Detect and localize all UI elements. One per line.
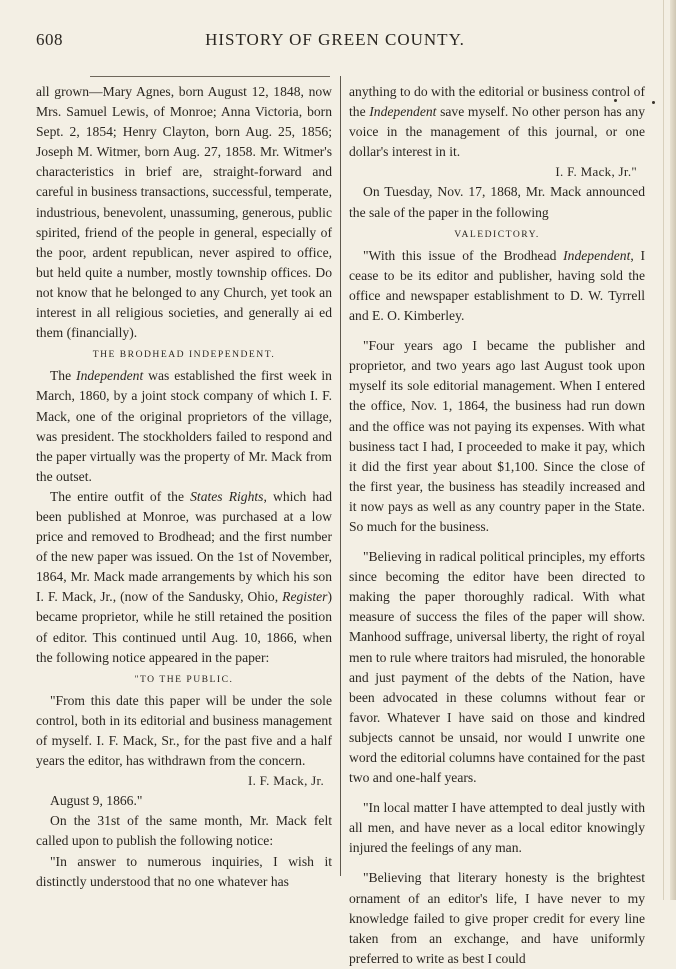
running-title: HISTORY OF GREEN COUNTY. (205, 30, 465, 49)
heading-brodhead-independent: THE BRODHEAD INDEPENDENT. (92, 349, 276, 361)
page-header (36, 30, 634, 54)
valedictory-business: "Four years ago I became the publisher and proprietor, and two years ago last August took upon myself its sole editorial management. When I entered the office, Nov. 1, 1864, the business had run down and the office was not paying its expenses. With what business tact I had, I proceeded to make it pay, which it did the first year about $1,100. Since the close of the first year, the business has steadily increased and it now pays as well as any country paper in the State. So much for the business. (349, 338, 645, 534)
second-notice-intro: On the 31st of the same month, Mr. Mack felt called upon to publish the following notice: (36, 813, 332, 849)
right-column (349, 82, 645, 969)
page-edge-line (663, 0, 664, 900)
valedictory-local: "In local matter I have attempted to deal justly with all men, and have never as a local editor knowingly injured the feelings of any man. (349, 800, 645, 856)
valedictory-opening: "With this issue of the Brodhead Independent, I cease to be its editor and publisher, having sold the office and newspaper establishment to D. W. Tyrrell and E. O. Kimberley. (349, 247, 645, 324)
column-divider (340, 76, 341, 876)
newspaper-name: Independent (563, 247, 631, 263)
valedictory-politics: "Believing in radical political principles, my efforts since becoming the editor have been directed to making the paper thoroughly radical. With what measure of success the files of the paper will show. Manhood suffrage, universal liberty, the right of royal men to rule where traitors had misruled, the honorable and just payment of the debts of the Nation, have been advocated in these columns without fear or favor. Whatever I have said on those and kindred subjects cannot be unsaid, nor would I unwrite one word the editorial columns have contained for the past two and one-half years. (349, 549, 645, 786)
valedictory-honesty: "Believing that literary honesty is the brightest ornament of an editor's life, I have never to my knowledge failed to give proper credit for every line taken from an exchange, and have uniformly preferred to write as best I could (349, 870, 645, 966)
page-edge (670, 0, 676, 900)
sale-announcement: On Tuesday, Nov. 17, 1868, Mr. Mack announced the sale of the paper in the following (349, 184, 645, 220)
newspaper-name: States Rights (190, 488, 264, 504)
newspaper-name: Independent (76, 368, 144, 384)
heading-valedictory: VALEDICTORY. (454, 228, 540, 240)
witmer-family-paragraph: all grown—Mary Agnes, born August 12, 1848, now Mrs. Samuel Lewis, of Monroe; Anna Victoria, born Sept. 2, 1854; Henry Clayton, born Aug. 25, 1856; Joseph M. Witmer, born Aug. 27, 1858. Mr. Witmer's characteristics in brief are, straight-forward and careful in business transactions, successful, temperate, industrious, benevolent, unassuming, generous, public spirited, friend of the people in general, especially of the poor, ardent republican, never aspired to office, but held quite a number, mostly township offices. Do not know that he belonged to any Church, yet took an interest in all religious societies, and generally ai ed them (financially). (36, 84, 332, 341)
ink-speck (652, 101, 655, 104)
second-notice-continued: anything to do with the editorial or business control of the Independent save myself. No other person has any voice in the management of this journal, or one dollar's interest in it. (349, 84, 645, 160)
outfit-paragraph: The entire outfit of the States Rights, which had been published at Monroe, was purchased at a low price and removed to Brodhead; and the first number of the new paper was issued. On the 1st of November, 1864, Mr. Mack made arrangements by which his son I. F. Mack, Jr., (now of the Sandusky, Ohio, Register) became proprietor, while he still retained the position of editor. This continued until Aug. 10, 1866, when the following notice appeared in the paper: (36, 488, 332, 665)
header-rule (90, 76, 330, 77)
signature-mack-jr: I. F. Mack, Jr. (247, 773, 324, 789)
newspaper-name: Register (282, 589, 328, 605)
heading-to-the-public: "TO THE PUBLIC. (134, 673, 234, 685)
second-notice-start: "In answer to numerous inquiries, I wish it distinctly understood that no one whatever has (36, 853, 332, 889)
left-column (36, 82, 332, 892)
signature-mack-jr: I. F. Mack, Jr." (555, 164, 637, 180)
newspaper-name: Independent (369, 104, 437, 120)
independent-established-paragraph: The Independent was established the first week in March, 1860, by a joint stock company of which I. F. Mack, one of the original proprietors of the village, was president. The stockholders failed to respond and the paper virtually was the property of Mr. Mack from the outset. (36, 368, 332, 484)
notice-paragraph: "From this date this paper will be under the sole control, both in its editorial and business management of myself. I. F. Mack, Sr., for the past five and a half years the editor, has withdrawn from the concern. (36, 692, 332, 769)
notice-date: August 9, 1866." (50, 793, 143, 809)
page-number: 608 (36, 30, 63, 49)
